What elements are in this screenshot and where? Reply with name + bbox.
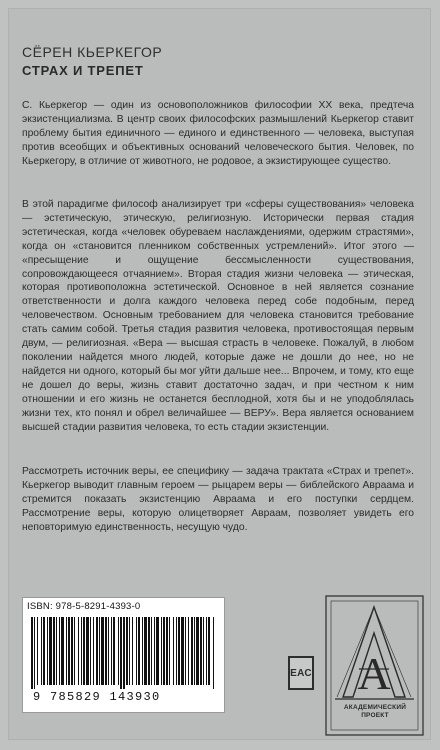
book-title: СТРАХ И ТРЕПЕТ [22,63,144,78]
author-name: СЁРЕН КЬЕРКЕГОР [22,44,163,60]
publisher-logo-letter: A [357,648,391,699]
barcode-block [22,597,225,713]
barcode-icon [29,617,218,689]
annotation-paragraph-2: В этой парадигме философ анализирует три «сферы существования» человека — эстетическую, этическую, религиозную. Исторически первая стадия эстетическая, когда «человек обуреваем наслаждениями, одержим страстями», когда он «становится пленником собственных устремлений». Итог этого — «пресыщение и ощущение бессмысленности существования, сопровождающееся отчаянием». Вторая стадия жизни человека — этическая, которая противоположна эстетической. Основное в ней является сознание ответственности и долга каждого человека перед собе подобным, перед человечеством. Основным требованием для человека становится требование стать самим собой. Третья стадия развития человека, противостоящая первым двум, — религиозная. «Вера — высшая страсть в человеке. Пожалуй, в любом поколении найдется много людей, которые даже не дошли до нее, но не найдется ни одного, который бы мог уйти дальше нее... Впрочем, и тому, кто еще не дошел до веры, жизнь ставит достаточно задач, и при честном к ним отношении и его жизнь не останется бесплодной, хотя бы и не уподоблялась жизни тех, кто понял и обрел величайшее — ВЕРУ». Вера является основанием высшей стадии развития человека, то есть стадии экзистенции. [22,199,414,433]
barcode-digits: 9 785829 143930 [33,690,161,704]
publisher-name [329,704,421,720]
isbn-label: ISBN: 978-5-8291-4393-0 [27,601,141,612]
annotation-paragraph-1: С. Кьеркегор — один из основоположников философии XX века, предтеча экзистенциализма. В центр своих философских размышлений Кьеркегор ставит проблему бытия единичного — единого и единственного — человека, выступая против всеобщих и объективных оснований человеческого бытия. Человек, по Кьеркегору, в отличие от животного, не родовое, а экзистирующее существо. [22,100,414,167]
publisher-name-line2: ПРОЕКТ [361,712,389,719]
eac-certification-mark: ЕАС [288,656,314,690]
annotation-paragraph-3: Рассмотреть источник веры, ее специфику — задача трактата «Страх и трепет». Кьеркегор выводит главным героем — рыцарем веры — библейского Авраама и стремится показать экзистенцию Авраама и его поступки сердцем. Рассмотрение веры, которую олицетворяет Авраам, позволяет увидеть его неповторимую единственность, несущую чудо. [22,466,414,533]
publisher-name-line1: АКАДЕМИЧЕСКИЙ [343,704,407,711]
